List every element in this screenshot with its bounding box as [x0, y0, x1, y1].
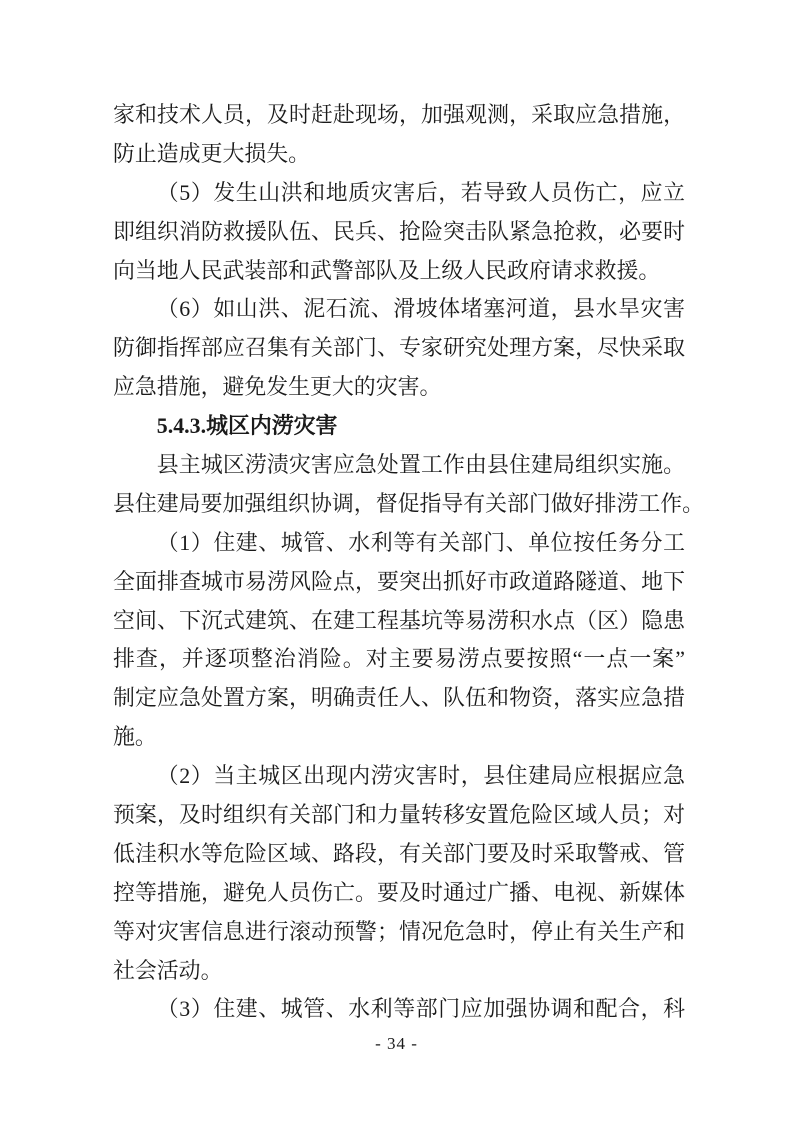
body-line: 应急措施，避免发生更大的灾害。: [113, 374, 442, 400]
body-line: （3）住建、城管、水利等部门应加强协调和配合，科: [156, 996, 685, 1022]
body-line: 低洼积水等危险区域、路段，有关部门要及时采取警戒、管: [113, 840, 685, 866]
body-line: （5）发生山洪和地质灾害后，若导致人员伤亡，应立: [156, 179, 685, 205]
heading-title: 城区内涝灾害: [206, 413, 338, 439]
body-line: （1）住建、城管、水利等有关部门、单位按任务分工: [156, 529, 685, 555]
heading-number: 5.4.3.: [156, 413, 207, 439]
body-line: 预案，及时组织有关部门和力量转移安置危险区域人员；对: [113, 802, 685, 828]
body-line: 控等措施，避免人员伤亡。要及时通过广播、电视、新媒体: [113, 879, 685, 905]
body-line: （6）如山洪、泥石流、滑坡体堵塞河道，县水旱灾害: [156, 296, 685, 322]
body-line: 县住建局要加强组织协调，督促指导有关部门做好排涝工作。: [113, 490, 705, 516]
body-line: 县主城区涝渍灾害应急处置工作由县住建局组织实施。: [156, 452, 685, 478]
body-line: 家和技术人员，及时赶赴现场，加强观测，采取应急措施，: [113, 102, 685, 127]
body-line: （2）当主城区出现内涝灾害时，县住建局应根据应急: [156, 763, 685, 789]
body-line: 即组织消防救援队伍、民兵、抢险突击队紧急抢救，必要时: [113, 218, 685, 244]
body-line: 防御指挥部应召集有关部门、专家研究处理方案，尽快采取: [113, 335, 685, 361]
body-line: 向当地人民武装部和武警部队及上级人民政府请求救援。: [113, 257, 661, 283]
section-heading: [113, 407, 685, 446]
body-line: 排查，并逐项整治消险。对主要易涝点要按照“一点一案”: [113, 646, 685, 672]
body-line: 空间、下沉式建筑、在建工程基坑等易涝积水点（区）隐患: [113, 607, 685, 633]
body-line: 制定应急处置方案，明确责任人、队伍和物资，落实应急措: [113, 685, 685, 711]
body-line: 施。: [113, 724, 157, 750]
body-line: 社会活动。: [113, 957, 223, 983]
text-content: [113, 96, 705, 1029]
body-line: 全面排查城市易涝风险点，要突出抓好市政道路隧道、地下: [113, 568, 685, 594]
page-number: - 34 -: [375, 1034, 418, 1053]
body-line: 防止造成更大损失。: [113, 140, 311, 166]
body-line: 等对灾害信息进行滚动预警；情况危急时，停止有关生产和: [113, 918, 685, 944]
